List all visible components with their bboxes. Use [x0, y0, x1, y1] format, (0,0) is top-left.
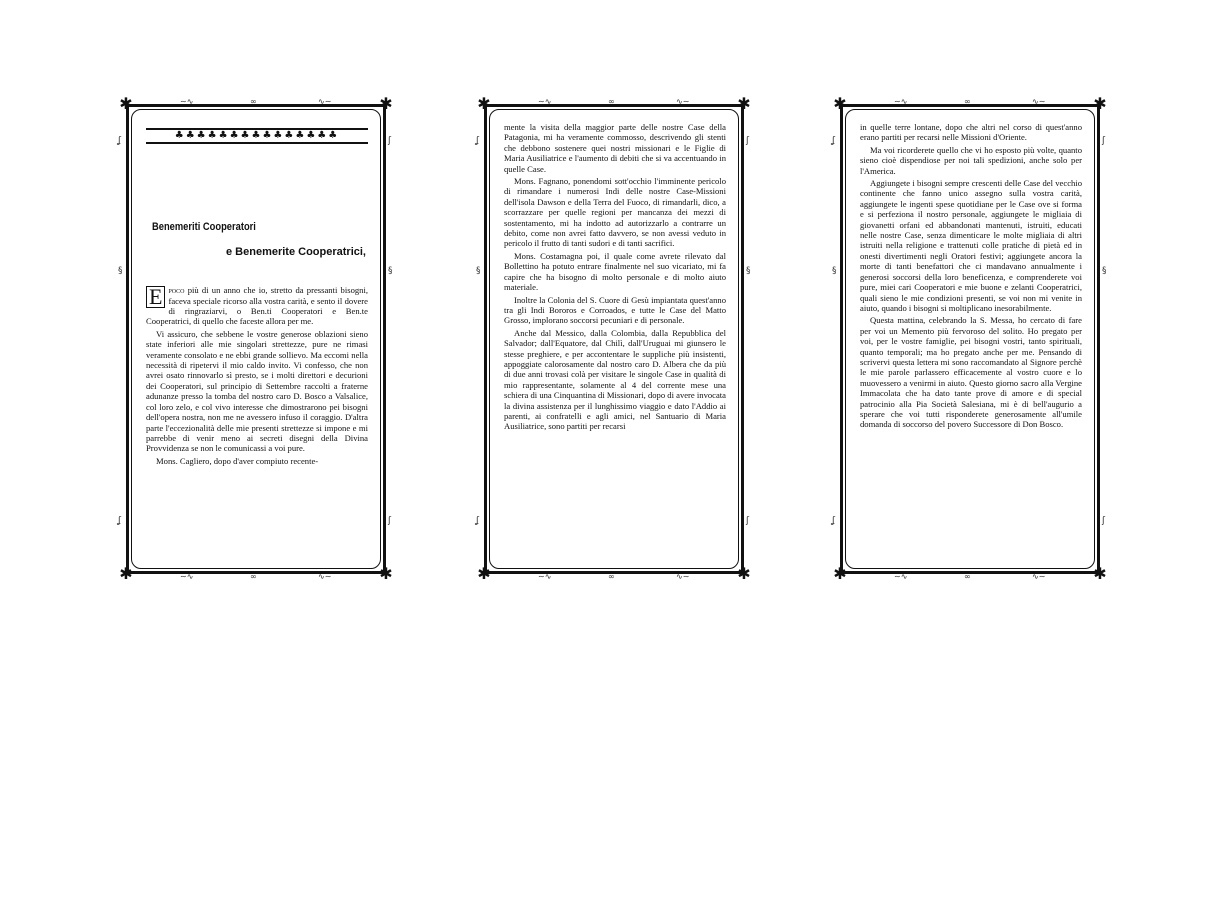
paragraph-text: più di un anno che io, stretto da pressanti bisogni, faceva speciale ricorso alla vostra carità, e sento il dovere di ringraziarvi, o Ben.ti Cooperatori e Ben.te Cooperatrici, di quello che faceste allora per me.: [146, 285, 368, 327]
flourish-icon: §: [746, 266, 751, 276]
flourish-icon: ∼∿: [894, 572, 908, 581]
greeting-line-2: e Benemerite Cooperatrici,: [226, 245, 366, 258]
flourish-icon: ∿∼: [318, 572, 332, 581]
corner-ornament-icon: ✱: [477, 94, 491, 113]
greeting-line-1: Benemeriti Cooperatori: [152, 221, 256, 234]
corner-ornament-icon: ✱: [833, 564, 847, 583]
flourish-icon: §: [118, 266, 123, 276]
paragraph: in quelle terre lontane, dopo che altri nel corso di quest'anno erano partiti per recarsi nelle Missioni d'Oriente.: [860, 122, 1082, 143]
flourish-icon: ∿∼: [676, 97, 690, 106]
flourish-icon: ʃ: [1102, 516, 1106, 526]
paragraph: mente la visita della maggior parte delle nostre Case della Patagonia, mi ha veramente commosso, descrivendo gli stenti che debbono sostenere quei nostri missionari e le Figlie di Maria Ausiliatrice e l'aumento di debiti che si va accentuando in quelle Case.: [504, 122, 726, 174]
corner-ornament-icon: ✱: [1093, 564, 1107, 583]
letter-column-2: [504, 122, 726, 558]
corner-ornament-icon: ✱: [379, 94, 393, 113]
flourish-icon: ∿∼: [1032, 572, 1046, 581]
flourish-icon: ∞: [608, 97, 615, 106]
corner-ornament-icon: ✱: [477, 564, 491, 583]
first-word: poco: [168, 285, 185, 296]
flourish-icon: ∼∿: [538, 97, 552, 106]
flourish-icon: ∼∿: [538, 572, 552, 581]
paragraph: Anche dal Messico, dalla Colombia, dalla Repubblica del Salvador; dall'Equatore, dal Chilì, dall'Uruguai mi giunsero le stesse preghiere, e per accontentare le suppliche più insistenti, appoggiate calorosamente dal nostro caro D. Albera che da più di due anni trovasi colà per visitare le singole Case in qualità di mio rappresentante, solamente al 4 del corrente mese una schiera di una Cinquantina di Missionari, dopo di avere invocata la divina assistenza per il lunghissimo viaggio e dato l'Addio ai parenti, ai confratelli e agli amici, nel Santuario di Maria Ausiliatrice, sono partiti per recarsi: [504, 327, 726, 432]
flourish-icon: ʆ: [476, 516, 480, 526]
flourish-icon: ∞: [250, 97, 257, 106]
flourish-icon: ∼∿: [180, 97, 194, 106]
flourish-icon: ∿∼: [318, 97, 332, 106]
corner-ornament-icon: ✱: [737, 564, 751, 583]
page-3: [832, 96, 1108, 582]
flourish-icon: ∿∼: [1032, 97, 1046, 106]
corner-ornament-icon: ✱: [1093, 94, 1107, 113]
flourish-icon: §: [1102, 266, 1107, 276]
paragraph: Ma voi ricorderete quello che vi ho esposto più volte, quanto sieno cioè dispendiose per noi tali spedizioni, anche solo per l'America.: [860, 144, 1082, 176]
flourish-icon: ʃ: [1102, 136, 1106, 146]
paragraph: Aggiungete i bisogni sempre crescenti delle Case del vecchio continente che fanno unico assegno sulla vostra carità, aggiungete le ingenti spese quotidiane per le Case ove si forma e si perfeziona il nostro personale, aggiungete le migliaia di giovanetti orfani ed abbandonati mantenuti, istruiti, educati nelle nostre Case, senza dimenticare le molte migliaia di altri istruiti nella religione e trattenuti colle pratiche di pietà ed in onesti divertimenti negli Oratori festivi; aggiungete ancora la morte di tanti benefattori che ci mandavano annualmente i generosi soccorsi della loro beneficenza, e comprenderete voi pure, miei cari Cooperatori e mie buone e zelanti Cooperatrici, quali sieno le mie condizioni presenti, se voi non mi venite in aiuto, quando i bisogni si moltiplicano inesorabilmente.: [860, 178, 1082, 313]
paragraph: [146, 285, 368, 327]
flourish-icon: ∿∼: [676, 572, 690, 581]
ornament-row: ♣♣♣♣♣♣♣♣♣♣♣♣♣♣♣: [146, 128, 368, 144]
corner-ornament-icon: ✱: [379, 564, 393, 583]
flourish-icon: ʆ: [832, 136, 836, 146]
paragraph: Mons. Cagliero, dopo d'aver compiuto recente-: [156, 455, 319, 466]
flourish-icon: ʃ: [388, 136, 392, 146]
flourish-icon: ʆ: [832, 516, 836, 526]
paragraph: Questa mattina, celebrando la S. Messa, ho cercato di fare per voi un Memento più fervoroso del solito. Ho pregato per voi, per le vostre famiglie, pei bisogni vostri, tanto spirituali, quanto temporali; ma ho pregato anche per me. Pensando di scrivervi questa lettera mi sono raccomandato al Signore perchè le mie parole parlassero efficacemente al vostro cuore e lo muovessero a venirmi in aiuto. Questo giorno sacro alla Vergine Immacolata che ha dato tante prove di amore e di special patrocinio alla Pia Società Salesiana, mi è di bell'augurio a sperare che voi tutti risponderete generosamente all'umile domanda di soccorso del povero Successore di Don Bosco.: [860, 315, 1082, 430]
page-2: [476, 96, 752, 582]
flourish-icon: ∞: [250, 572, 257, 581]
flourish-icon: ∼∿: [180, 572, 194, 581]
flourish-icon: ∞: [964, 97, 971, 106]
flourish-icon: ∞: [964, 572, 971, 581]
paragraph: Inoltre la Colonia del S. Cuore di Gesù impiantata quest'anno tra gli Indi Bororos e Corroados, e tutte le Case del Matto Grosso, implorano soccorsi pecuniari e di personale.: [504, 294, 726, 326]
paragraph: Mons. Costamagna poi, il quale come avrete rilevato dal Bollettino ha potuto entrare finalmente nel suo vicariato, mi fa capire che ha bisogno di molto personale e di molto aiuto materiale.: [504, 250, 726, 293]
paragraph: Mons. Fagnano, ponendomi sott'occhio l'imminente pericolo di rimandare i numerosi Indi delle nostre Case-Missioni dell'isola Dawson e della Terra del Fuoco, di rimandarli, dico, a scorrazzare per quelle regioni per mancanza dei mezzi di sostentamento, mi ha indotto ad autorizzarlo a contrarre un debito, come non avrei fatto davvero, se non avessi veduto in pericolo il frutto di tanti sudori e di tanti sacrifici.: [504, 176, 726, 249]
paragraph: Vi assicuro, che sebbene le vostre generose oblazioni sieno state inferiori alle mie singolari strettezze, pure ne rimasi veramente consolato e ne ebbi grande sollievo. Ma eccomi nella necessità di ripetervi il mio caldo invito. Vi confesso, che non avrei osato rinnovarlo sì presto, se i molti direttori e decurioni dei Cooperatori, sul principio di Settembre raccolti a fraterne adunanze presso la tomba del nostro caro D. Bosco a Valsalice, col loro zelo, e col vivo interesse che dimostrarono pei bisogni dell'opera nostra, non me ne avessero infuso il coraggio. D'altra parte l'eccezionalità delle mie presenti strettezze si impone e mi parrebbe di venir meno ai secreti disegni della Divina Provvidenza se non le comunicassi a voi pure.: [146, 328, 368, 454]
corner-ornament-icon: ✱: [737, 94, 751, 113]
page-1: [118, 96, 394, 582]
flourish-icon: ∞: [608, 572, 615, 581]
flourish-icon: ʆ: [476, 136, 480, 146]
flourish-icon: ʆ: [118, 136, 122, 146]
letter-column-1: [146, 122, 368, 558]
corner-ornament-icon: ✱: [119, 94, 133, 113]
drop-cap: E: [146, 286, 165, 308]
flourish-icon: ʃ: [746, 136, 750, 146]
flourish-icon: ∼∿: [894, 97, 908, 106]
flourish-icon: §: [388, 266, 393, 276]
flourish-icon: §: [832, 266, 837, 276]
flourish-icon: ʃ: [388, 516, 392, 526]
letter-column-3: [860, 122, 1082, 558]
corner-ornament-icon: ✱: [119, 564, 133, 583]
flourish-icon: ʃ: [746, 516, 750, 526]
flourish-icon: §: [476, 266, 481, 276]
flourish-icon: ʆ: [118, 516, 122, 526]
corner-ornament-icon: ✱: [833, 94, 847, 113]
